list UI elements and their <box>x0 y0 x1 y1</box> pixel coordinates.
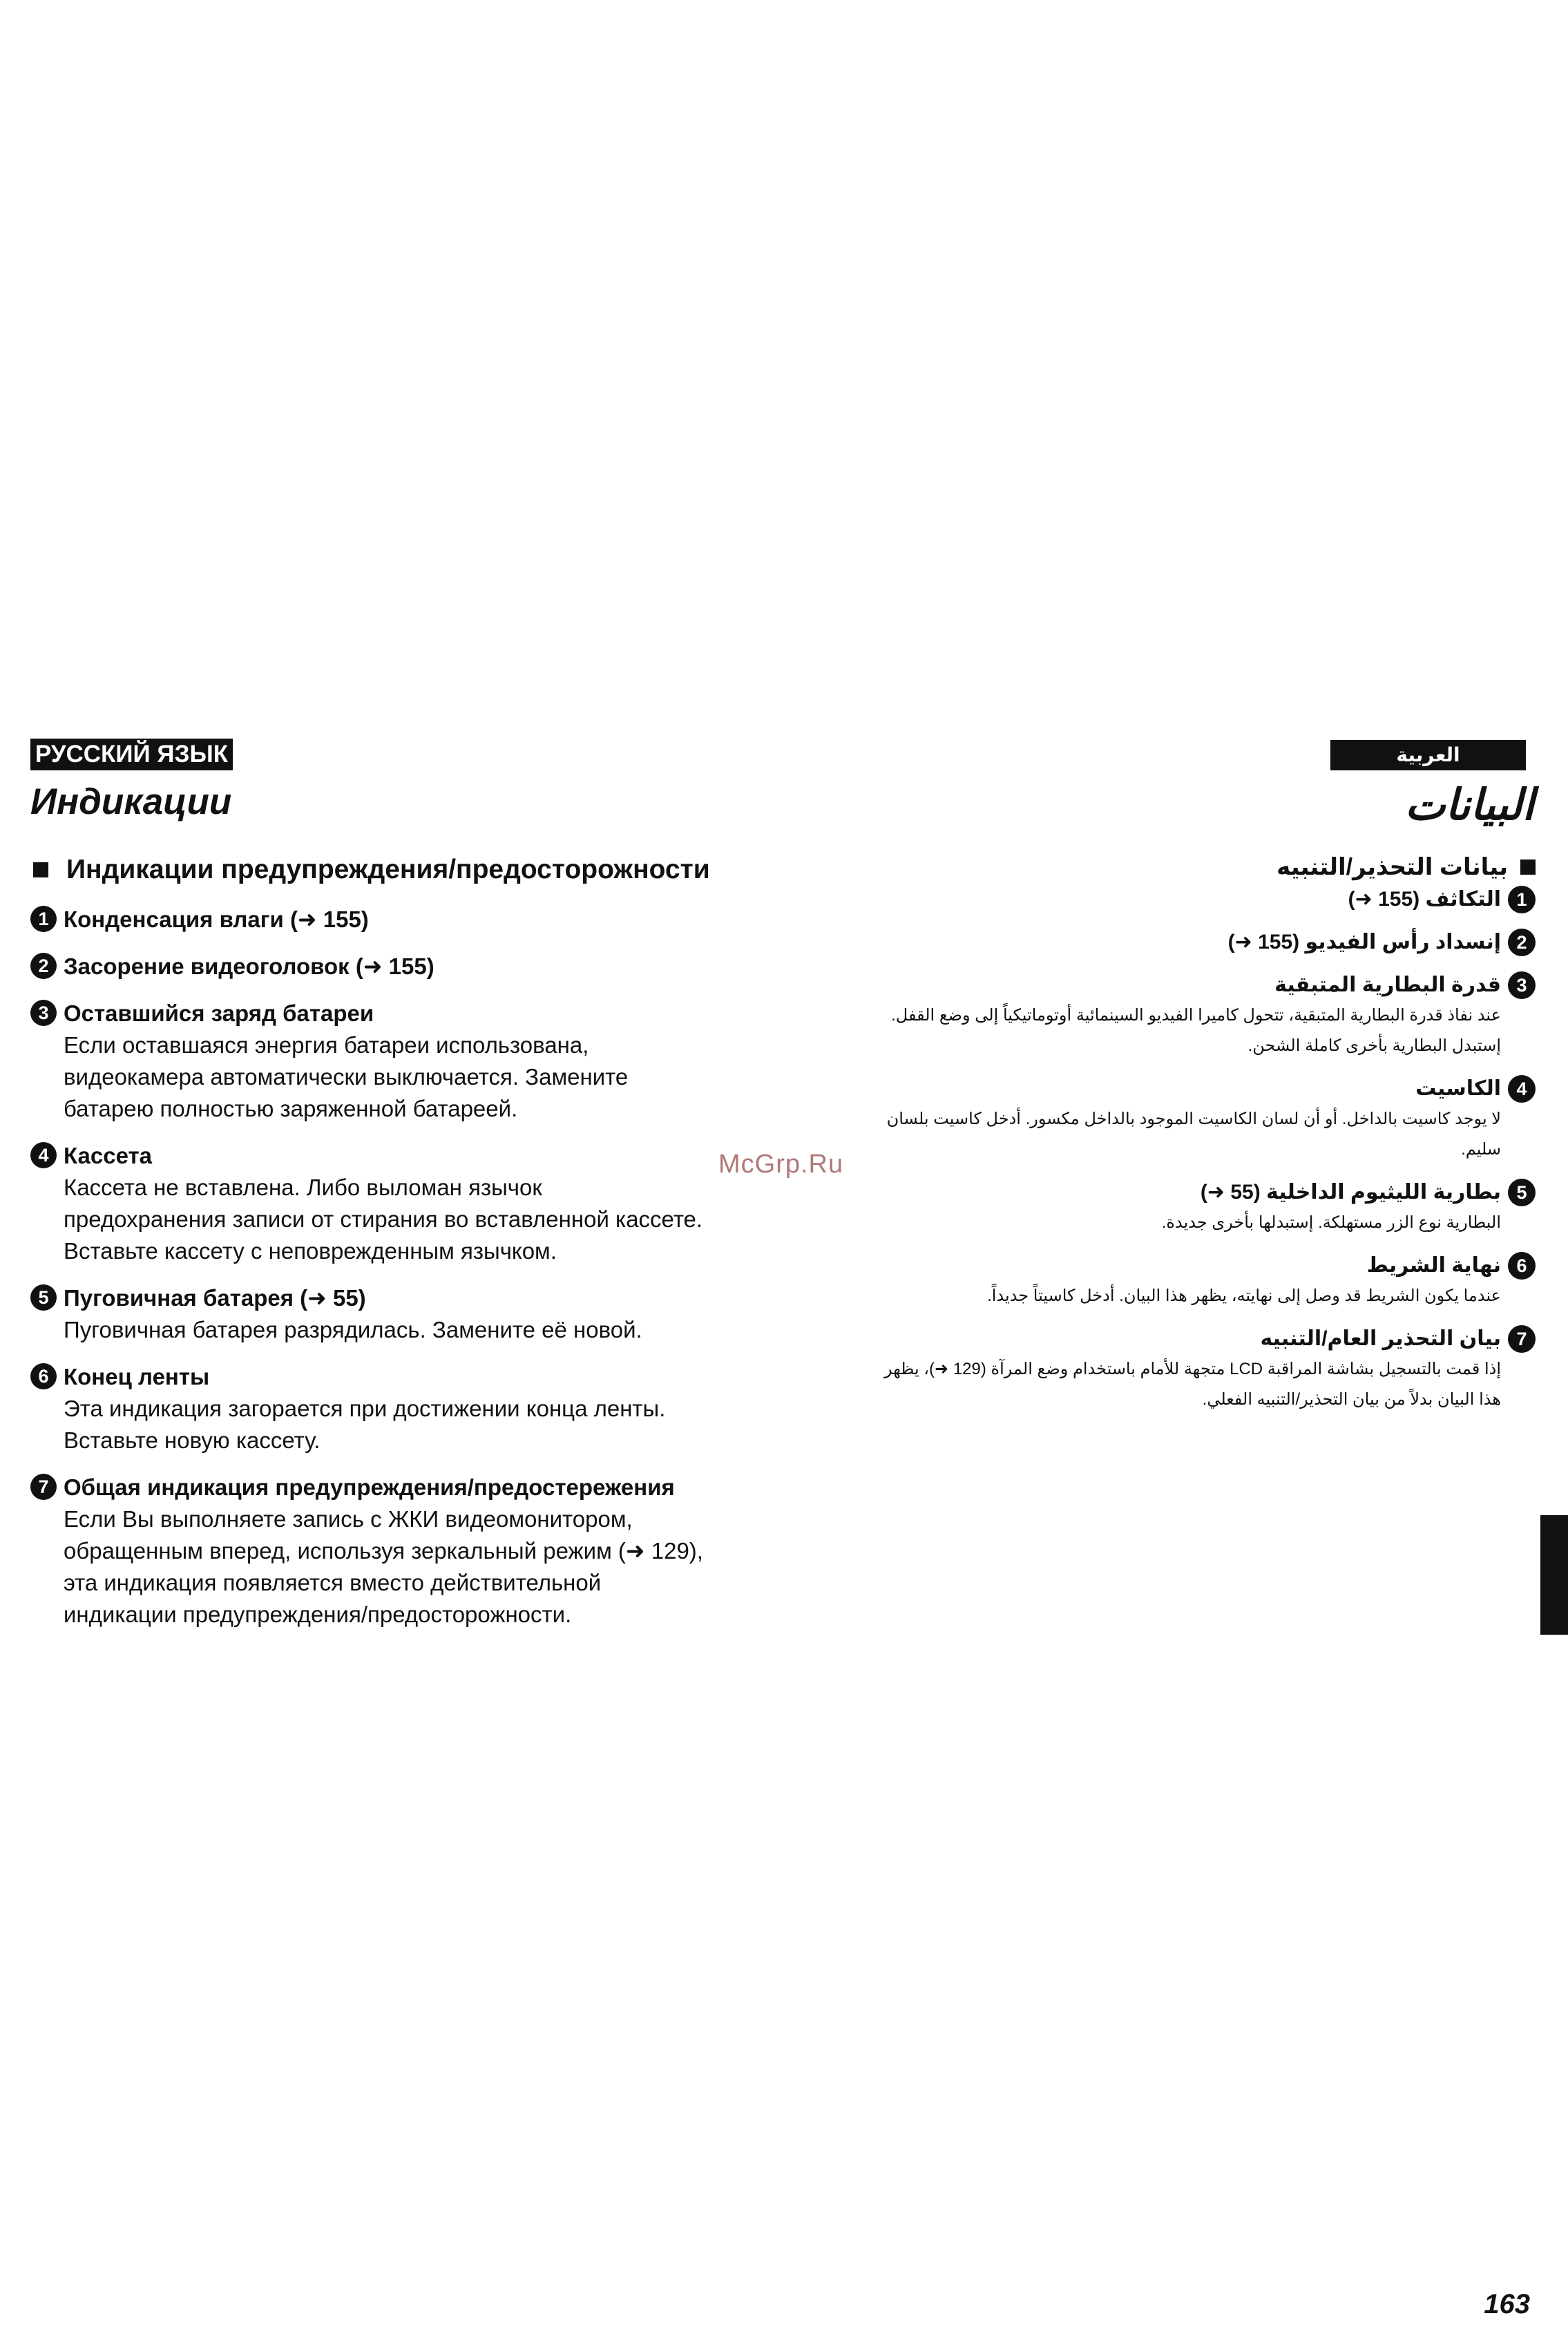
item-heading: التكاثف (155 ➜) <box>1348 888 1501 911</box>
number-5-icon: 5 <box>30 1284 57 1311</box>
list-item <box>30 1140 825 1267</box>
page-title-arabic: البيانات <box>1405 781 1534 829</box>
number-6-icon: 6 <box>30 1363 57 1389</box>
item-description: Если Вы выполняете запись с ЖКИ видеомонитором, обращенным вперед, используя зеркальный режим (➜ 129), эта индикация появляется вместо действительной индикации предупреждения/предосторожности. <box>64 1506 703 1627</box>
list-item <box>872 970 1536 1061</box>
item-heading: Конец ленты <box>64 1364 210 1389</box>
item-description: البطارية نوع الزر مستهلكة. إستبدلها بأخرى جديدة. <box>1161 1213 1501 1232</box>
language-tab-arabic: العربية <box>1330 740 1526 770</box>
language-tab-russian: РУССКИЙ ЯЗЫК <box>30 739 233 770</box>
list-item <box>872 1074 1536 1165</box>
list-item <box>872 1251 1536 1311</box>
number-4-icon: 4 <box>1508 1075 1536 1103</box>
bullet-square-icon <box>1520 859 1536 875</box>
list-item <box>30 1472 825 1631</box>
item-description: Эта индикация загорается при достижении конца ленты. Вставьте новую кассету. <box>64 1396 666 1453</box>
item-heading: Засорение видеоголовок (➜ 155) <box>64 953 434 979</box>
list-item <box>872 927 1536 958</box>
number-2-icon: 2 <box>1508 929 1536 956</box>
item-heading: بيان التحذير العام/التنبيه <box>1260 1327 1501 1350</box>
section-heading-russian <box>30 855 710 885</box>
number-1-icon: 1 <box>1508 886 1536 913</box>
item-heading: إنسداد رأس الفيديو (155 ➜) <box>1227 931 1501 953</box>
list-item <box>30 1282 825 1346</box>
watermark: McGrp.Ru <box>718 1150 844 1179</box>
item-heading: Общая индикация предупреждения/предостережения <box>64 1474 675 1500</box>
list-item <box>30 951 825 982</box>
number-3-icon: 3 <box>30 1000 57 1026</box>
number-5-icon: 5 <box>1508 1179 1536 1206</box>
indication-list-russian <box>30 904 825 1646</box>
number-3-icon: 3 <box>1508 971 1536 999</box>
bullet-square-icon <box>33 862 48 877</box>
item-heading: Кассета <box>64 1143 153 1168</box>
section-heading-text: Индикации предупреждения/предосторожности <box>66 855 710 884</box>
item-heading: الكاسيت <box>1415 1077 1501 1100</box>
edge-thumb-tab <box>1540 1515 1568 1635</box>
list-item <box>872 884 1536 915</box>
number-7-icon: 7 <box>30 1474 57 1500</box>
page-title-russian: Индикации <box>30 781 232 822</box>
item-description: Пуговичная батарея разрядилась. Замените её новой. <box>64 1317 642 1342</box>
number-4-icon: 4 <box>30 1142 57 1168</box>
item-heading: Оставшийся заряд батареи <box>64 1000 374 1026</box>
indication-list-arabic <box>872 884 1536 1427</box>
page-number: 163 <box>1484 2289 1530 2319</box>
list-item <box>872 1177 1536 1238</box>
item-description: عندما يكون الشريط قد وصل إلى نهايته، يظهر هذا البيان. أدخل كاسيتاً جديداً. <box>987 1286 1501 1305</box>
item-heading: Пуговичная батарея (➜ 55) <box>64 1285 366 1311</box>
number-2-icon: 2 <box>30 953 57 979</box>
list-item <box>30 904 825 935</box>
number-1-icon: 1 <box>30 906 57 932</box>
item-heading: نهاية الشريط <box>1366 1254 1501 1277</box>
item-heading: Конденсация влаги (➜ 155) <box>64 906 369 932</box>
item-description: Кассета не вставлена. Либо выломан язычок предохранения записи от стирания во вставленной кассете. Вставьте кассету с неповрежденным язычком. <box>64 1175 703 1264</box>
list-item <box>30 1361 825 1456</box>
item-heading: بطارية الليثيوم الداخلية (55 ➜) <box>1200 1181 1501 1204</box>
list-item <box>872 1324 1536 1415</box>
item-description: إذا قمت بالتسجيل بشاشة المراقبة LCD متجهة للأمام باستخدام وضع المرآة (129 ➜)، يظهر هذا البيان بدلاً من بيان التحذير/التنبيه الفعلي. <box>883 1360 1501 1409</box>
item-description: لا يوجد كاسيت بالداخل. أو أن لسان الكاسيت الموجود بالداخل مكسور. أدخل كاسيت بلسان سليم. <box>886 1110 1501 1159</box>
item-heading: قدرة البطارية المتبقية <box>1274 973 1501 996</box>
number-7-icon: 7 <box>1508 1325 1536 1353</box>
item-description: Если оставшаяся энергия батареи использована, видеокамера автоматически выключается. Замените батарею полностью заряженной батареей. <box>64 1032 629 1121</box>
item-description: عند نفاذ قدرة البطارية المتبقية، تتحول كاميرا الفيديو السينمائية أوتوماتيكياً إلى وضع القفل. إستبدل البطارية بأخرى كاملة الشحن. <box>891 1006 1501 1055</box>
list-item <box>30 998 825 1125</box>
number-6-icon: 6 <box>1508 1252 1536 1280</box>
section-heading-arabic <box>1277 853 1536 881</box>
section-heading-text: بيانات التحذير/التنبيه <box>1277 854 1508 880</box>
